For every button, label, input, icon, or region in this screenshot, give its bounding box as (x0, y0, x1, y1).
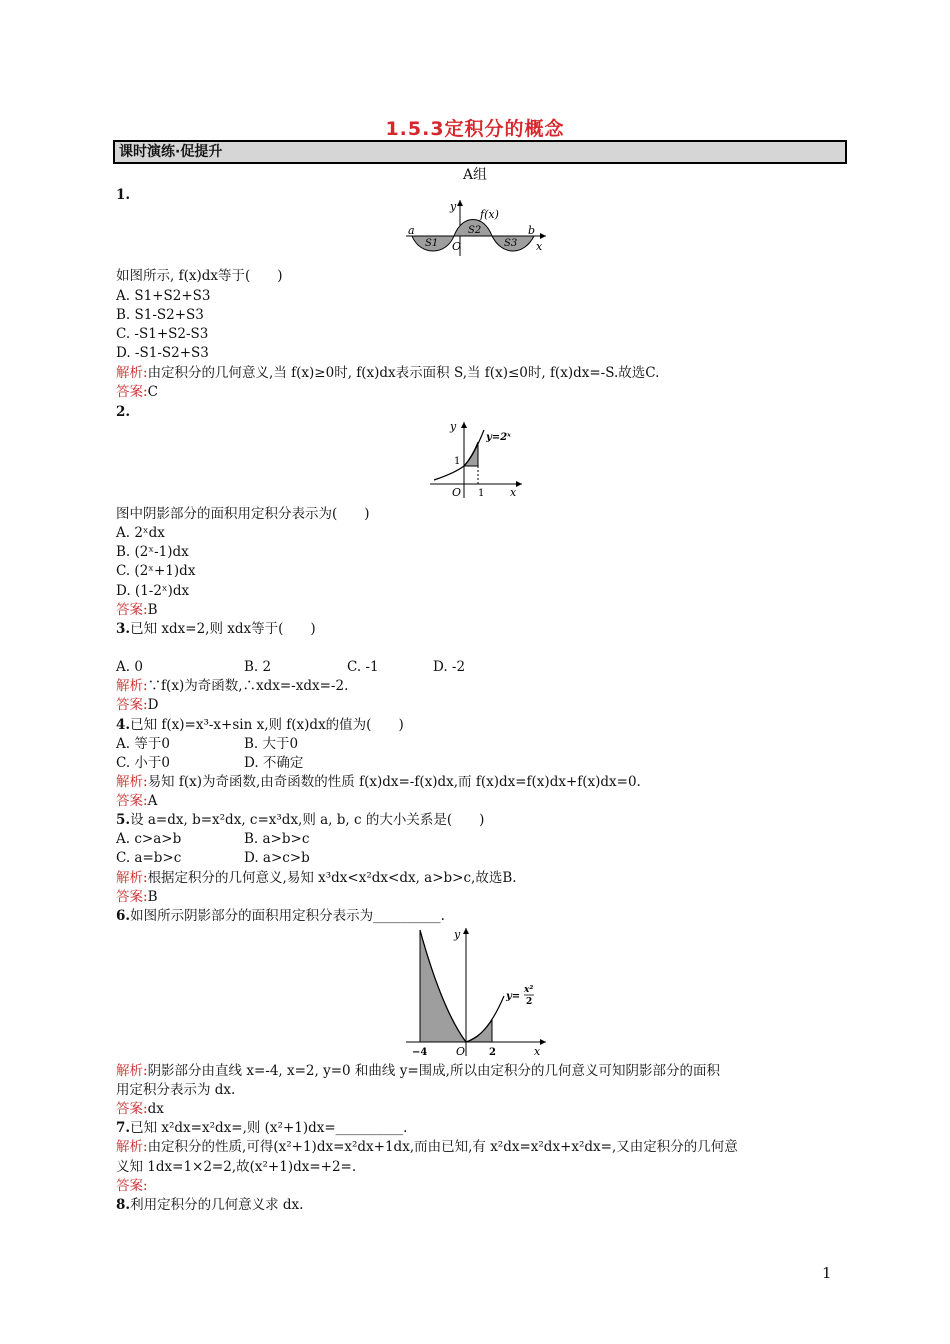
question-2-option-d: D. (1-2ˣ)dx (116, 583, 190, 599)
question-5-answer (116, 888, 157, 907)
question-4-option-b: B. 大于0 (244, 736, 299, 752)
question-7-stem: 已知 x²dx=x²dx=,则 (x²+1)dx=__________. (130, 1120, 408, 1136)
figure-3 (400, 924, 552, 1060)
analysis-text: 由定积分的几何意义,当 f(x)≥0时, f(x)dx表示面积 S,当 f(x)≤0时, f(x)dx=-S.故选C. (147, 365, 660, 381)
fig3-two-label: 2 (489, 1047, 496, 1058)
question-1-stem: 如图所示, f(x)dx等于( ) (116, 268, 283, 284)
fig3-minus-four-label: −4 (412, 1047, 428, 1058)
fig3-origin-label: O (456, 1045, 466, 1058)
answer-label: 答案: (116, 1101, 148, 1117)
question-8-stem: 利用定积分的几何意义求 dx. (130, 1197, 304, 1213)
analysis-label: 解析: (116, 678, 148, 694)
page-number: 1 (822, 1264, 832, 1282)
question-4-stem: 已知 f(x)=x³-x+sin x,则 f(x)dx的值为( ) (130, 717, 404, 733)
question-3-number: 3. (116, 621, 131, 637)
question-3-stem: 已知 xdx=2,则 xdx等于( ) (130, 621, 316, 637)
question-5-option-c: C. a=b>c (116, 850, 182, 866)
answer-label: 答案: (116, 793, 148, 809)
question-3-option-b: B. 2 (244, 659, 272, 675)
figure-1 (398, 196, 558, 258)
fig2-one-y-label: 1 (454, 456, 461, 467)
question-3-option-a: A. 0 (116, 659, 143, 675)
analysis-label: 解析: (116, 1139, 148, 1155)
question-4-option-d: D. 不确定 (244, 755, 304, 771)
question-1-option-c: C. -S1+S2-S3 (116, 326, 209, 342)
analysis-label: 解析: (116, 365, 148, 381)
fig1-origin-label: O (452, 240, 462, 253)
question-7-stem-line (116, 1119, 407, 1138)
question-6-number: 6. (116, 908, 131, 924)
fig1-b-label: b (528, 224, 536, 237)
answer-text: dx (147, 1101, 164, 1117)
analysis-label: 解析: (116, 774, 148, 790)
answer-label: 答案: (116, 1178, 148, 1194)
question-6-analysis-1 (116, 1062, 720, 1081)
question-3-stem-line (116, 620, 316, 639)
question-7-analysis-1 (116, 1138, 738, 1157)
analysis-text: 易知 f(x)为奇函数,由奇函数的性质 f(x)dx=-f(x)dx,而 f(x)dx=f(x)dx+f(x)dx=0. (147, 774, 641, 790)
analysis-text: 由定积分的性质,可得(x²+1)dx=x²dx+1dx,而由已知,有 x²dx=x²dx+x²dx=,又由定积分的几何意 (147, 1139, 738, 1155)
question-1-number: 1. (116, 187, 131, 203)
fig2-curve-label: y=2ˣ (486, 432, 511, 443)
fig3-curve-numerator: x² (524, 985, 534, 995)
question-5-option-a: A. c>a>b (116, 831, 182, 847)
question-2-option-c: C. (2ˣ+1)dx (116, 563, 196, 579)
fig1-s1-label: S1 (425, 238, 439, 249)
fig3-x-label: x (534, 1045, 541, 1058)
answer-text: B (147, 889, 158, 905)
section-banner: 课时演练·促提升 (113, 140, 847, 164)
question-8-number: 8. (116, 1197, 131, 1213)
analysis-text: 阴影部分由直线 x=-4, x=2, y=0 和曲线 y=围成,所以由定积分的几何意义可知阴影部分的面积 (147, 1063, 720, 1079)
question-6-stem: 如图所示阴影部分的面积用定积分表示为__________. (130, 908, 445, 924)
question-5-stem-line (116, 811, 484, 830)
page-title: 1.5.3定积分的概念 (385, 118, 565, 140)
analysis-label: 解析: (116, 1063, 148, 1079)
group-heading: A组 (462, 167, 488, 183)
figure-2 (426, 416, 530, 500)
answer-text: B (147, 602, 158, 618)
question-5-option-d: D. a>c>b (244, 850, 310, 866)
question-7-analysis-2: 义知 1dx=1×2=2,故(x²+1)dx=+2=. (116, 1159, 357, 1175)
question-4-stem-line (116, 716, 404, 735)
answer-text: C (147, 384, 158, 400)
question-8-stem-line (116, 1196, 303, 1215)
answer-label: 答案: (116, 602, 148, 618)
fig2-y-label: y (450, 420, 457, 433)
fig2-origin-label: O (452, 486, 462, 499)
fig1-x-label: x (536, 240, 543, 253)
question-6-stem-line (116, 907, 445, 926)
fig2-x-label: x (510, 486, 517, 499)
question-4-answer (116, 792, 157, 811)
fig1-s3-label: S3 (504, 238, 518, 249)
question-6-answer (116, 1100, 164, 1119)
fig3-curve-denominator: 2 (526, 997, 533, 1007)
fig1-f-label: f(x) (480, 208, 499, 221)
question-3-answer (116, 696, 158, 715)
answer-text: A (147, 793, 158, 809)
question-4-option-a: A. 等于0 (116, 736, 170, 752)
answer-label: 答案: (116, 697, 148, 713)
question-4-analysis (116, 773, 641, 792)
question-5-analysis (116, 869, 517, 888)
question-2-number: 2. (116, 404, 131, 420)
question-5-option-b: B. a>b>c (244, 831, 310, 847)
answer-text: D (147, 697, 159, 713)
question-2-option-a: A. 2ˣdx (116, 525, 165, 541)
question-1-option-d: D. -S1-S2+S3 (116, 345, 209, 361)
fig1-s2-label: S2 (468, 225, 482, 236)
question-4-option-c: C. 小于0 (116, 755, 171, 771)
question-6-analysis-2: 用定积分表示为 dx. (116, 1082, 236, 1098)
question-1-answer (116, 383, 158, 402)
fig2-one-x-label: 1 (478, 488, 485, 499)
analysis-label: 解析: (116, 870, 148, 886)
question-3-option-c: C. -1 (347, 659, 379, 675)
question-7-number: 7. (116, 1120, 131, 1136)
question-7-answer (116, 1177, 148, 1196)
question-3-option-d: D. -2 (433, 659, 466, 675)
analysis-text: ∵f(x)为奇函数,∴xdx=-xdx=-2. (147, 678, 349, 694)
analysis-text: 根据定积分的几何意义,易知 x³dx<x²dx<dx, a>b>c,故选B. (147, 870, 517, 886)
answer-label: 答案: (116, 384, 148, 400)
answer-label: 答案: (116, 889, 148, 905)
fig3-curve-label: y= (506, 991, 521, 1002)
question-2-stem: 图中阴影部分的面积用定积分表示为( ) (116, 506, 370, 522)
question-4-number: 4. (116, 717, 131, 733)
question-3-analysis (116, 677, 348, 696)
question-1-option-a: A. S1+S2+S3 (116, 288, 211, 304)
question-5-number: 5. (116, 812, 131, 828)
question-1-option-b: B. S1-S2+S3 (116, 307, 204, 323)
question-2-option-b: B. (2ˣ-1)dx (116, 544, 189, 560)
question-5-stem: 设 a=dx, b=x²dx, c=x³dx,则 a, b, c 的大小关系是( ) (130, 812, 485, 828)
fig1-y-label: y (450, 200, 457, 213)
question-2-answer (116, 601, 157, 620)
fig1-a-label: a (408, 224, 415, 237)
fig3-y-label: y (454, 928, 461, 941)
question-1-analysis (116, 364, 659, 383)
